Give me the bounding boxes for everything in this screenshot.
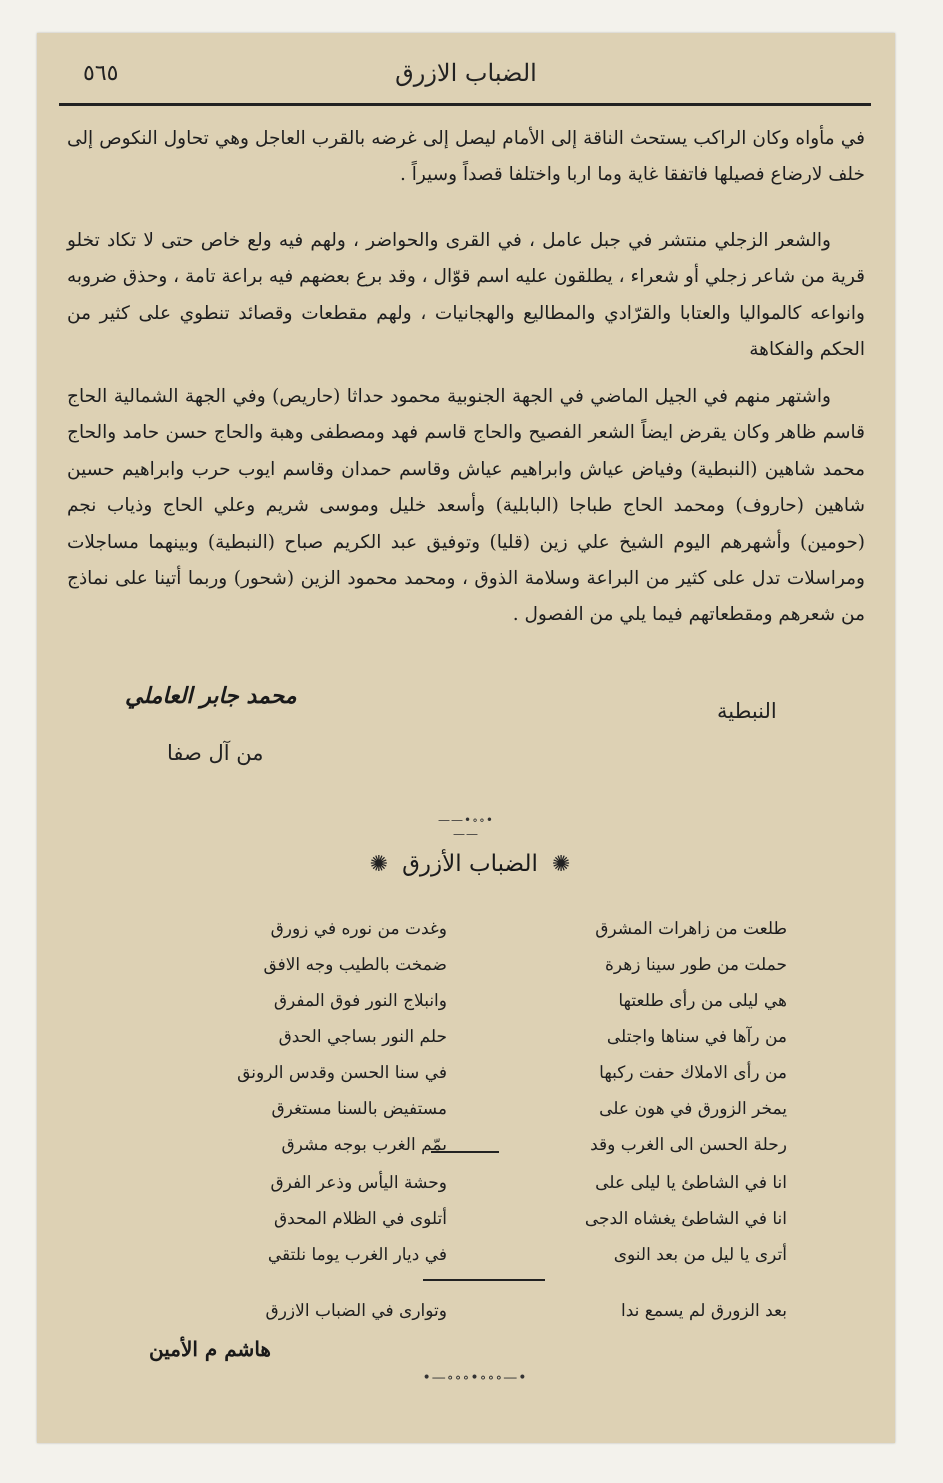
verse-first-hemistich: من رأى الاملاك حفت ركبها	[599, 1063, 787, 1083]
verse-first-hemistich: يمخر الزورق في هون على	[599, 1099, 787, 1119]
verse-second-hemistich: أتلوى في الظلام المحدق	[273, 1209, 447, 1229]
verse-second-hemistich: وانبلاج النور فوق المفرق	[273, 991, 447, 1011]
book-page	[37, 33, 895, 1443]
paragraph-text: والشعر الزجلي منتشر في جبل عامل ، في القرى والحواضر ، ولهم فيه ولع خاص حتى لا تكاد تخلو قرية من شاعر زجلي أو شعراء ، يطلقون عليه اسم قوّال ، وقد برع بعضهم فيه براعة تامة ، وحذق ضروبه وانواعه كالمواليا والعتابا والقرّادي والمطاليع والهجانيات ، ولهم مقطعات وقصائد تنطوي على كثير من الحكم والفكاهة	[67, 230, 865, 361]
verse-second-hemistich: في ديار الغرب يوما نلتقي	[267, 1245, 447, 1265]
verse-first-hemistich: من رآها في سناها واجتلى	[606, 1027, 787, 1047]
verse-second-hemistich: وتوارى في الضباب الازرق	[265, 1301, 447, 1321]
verse-second-hemistich: وحشة اليأس وذعر الفرق	[270, 1173, 447, 1193]
stanza-rule	[431, 1151, 499, 1153]
article-paragraph-2	[67, 223, 865, 369]
star-ornament-icon: ✺	[369, 851, 389, 877]
verse-first-hemistich: هي ليلى من رأى طلعتها	[618, 991, 787, 1011]
verse-first-hemistich: انا في الشاطئ يا ليلى على	[595, 1173, 787, 1193]
article-paragraph-3	[67, 379, 865, 634]
verse-first-hemistich: أترى يا ليل من بعد النوى	[613, 1245, 787, 1265]
author-signature: محمد جابر العاملي	[125, 683, 297, 709]
verse-second-hemistich: في سنا الحسن وقدس الرونق	[237, 1063, 447, 1083]
paragraph-text: واشتهر منهم في الجيل الماضي في الجهة الجنوبية محمود حداثا (حاريص) وفي الجهة الشمالية الحاج قاسم ظاهر وكان يقرض ايضاً الشعر الفصيح والحاج قاسم فهد ومصطفى وهبة والحاج حسن حامد والحاج محمد شاهين (النبطية) وفياض عياش وابراهيم عياش وقاسم حمدان وقاسم ايوب حرب وابراهيم حسين شاهين (حاروف) ومحمد الحاج طباجا (البابلية) وأسعد خليل وموسى شريم وعلي الحاج وذياب نجم (حومين) وأشهرهم اليوم الشيخ علي زين (قليا) وتوفيق عبد الكريم صباح (النبطية) وبينهما مساجلات ومراسلات تدل على كثير من البراعة وسلامة الذوق ، ومحمد محمود الزين (شحور) وربما أتينا على نماذج من شعرهم ومقطعاتهم فيما يلي من الفصول .	[67, 386, 865, 626]
verse-second-hemistich: حلم النور بساجي الحدق	[278, 1027, 447, 1047]
author-family: من آل صفا	[167, 741, 264, 765]
verse-first-hemistich: انا في الشاطئ يغشاه الدجى	[584, 1209, 787, 1229]
verse-second-hemistich: وغدت من نوره في زورق	[270, 919, 447, 939]
place-name: النبطية	[717, 699, 777, 723]
verse-second-hemistich: ضمخت بالطيب وجه الافق	[263, 955, 447, 975]
poet-signature: هاشم م الأمين	[149, 1337, 271, 1361]
running-title: الضباب الازرق	[395, 59, 537, 87]
verse-first-hemistich: طلعت من زاهرات المشرق	[595, 919, 787, 939]
section-divider: ——•∘∘•——	[438, 813, 494, 841]
verse-first-hemistich: حملت من طور سينا زهرة	[605, 955, 787, 975]
article-paragraph-1	[67, 121, 865, 194]
verse-first-hemistich: بعد الزورق لم يسمع ندا	[620, 1301, 787, 1321]
end-ornament: •—∘∘∘•∘∘∘—•	[422, 1370, 528, 1386]
star-ornament-icon: ✺	[551, 851, 571, 877]
poem-title: الضباب الأزرق	[402, 851, 538, 877]
paragraph-text: في مأواه وكان الراكب يستحث الناقة إلى الأمام ليصل إلى غرضه بالقرب العاجل وهي تحاول النكوص إلى خلف لارضاع فصيلها فاتفقا غاية وما اربا واختلفا قصداً وسيراً .	[67, 128, 865, 186]
poem-heading	[365, 851, 575, 877]
verse-second-hemistich: مستفيض بالسنا مستغرق	[271, 1099, 447, 1119]
stanza-rule	[423, 1279, 545, 1281]
page-number: ٥٦٥	[83, 61, 119, 86]
verse-second-hemistich: يمّم الغرب بوجه مشرق	[281, 1135, 447, 1155]
header-rule	[59, 103, 871, 106]
verse-first-hemistich: رحلة الحسن الى الغرب وقد	[590, 1135, 787, 1155]
